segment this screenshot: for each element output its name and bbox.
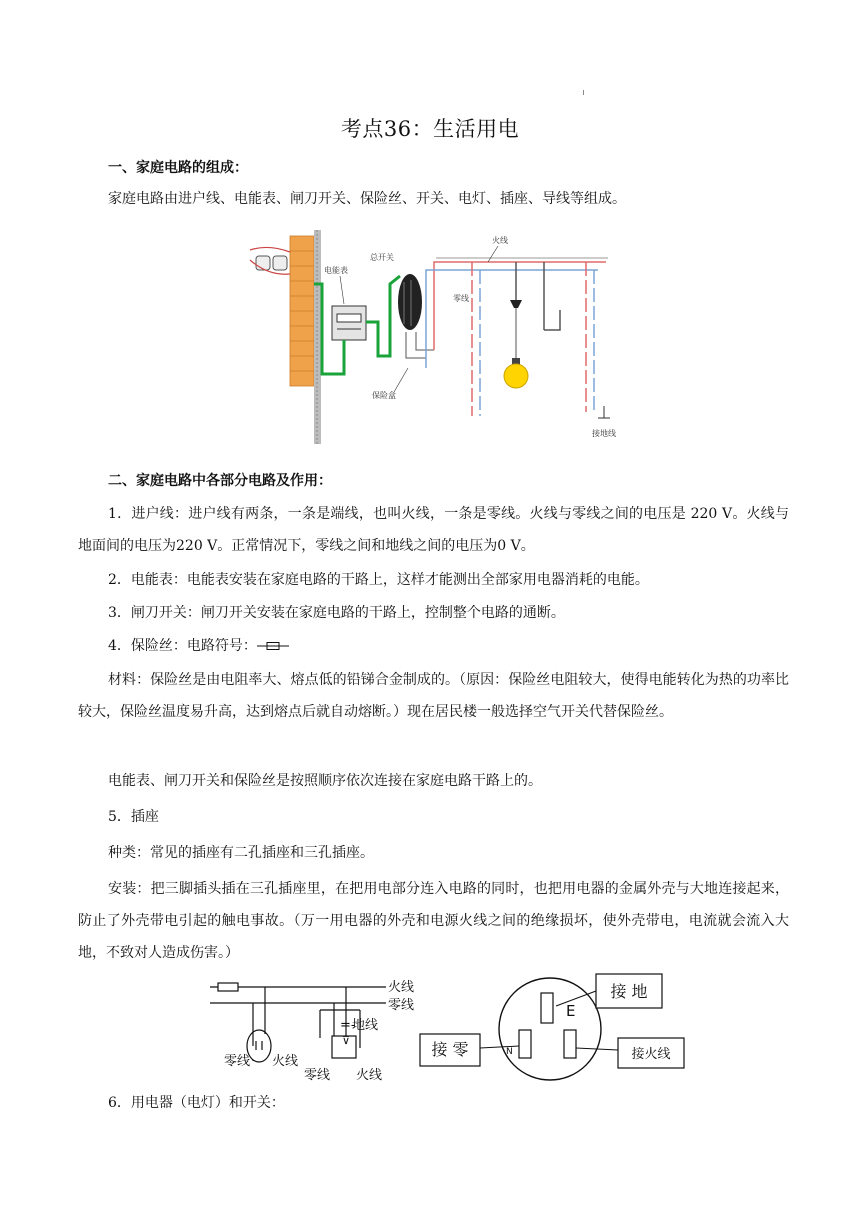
three-hole-socket-diagram (416, 968, 692, 1084)
label-ground-wire: 接地线 (592, 429, 616, 438)
paragraph-fuse (108, 630, 289, 662)
paragraph-order: 电能表、闸刀开关和保险丝是按照顺序依次连接在家庭电路干路上的。 (108, 773, 542, 789)
page-mark (583, 90, 584, 95)
socket-plug-mark: ⊽ (342, 1034, 351, 1047)
composition-intro: 家庭电路由进户线、电能表、闸刀开关、保险丝、开关、电灯、插座、导线等组成。 (108, 191, 626, 207)
label-meter: 电能表 (324, 266, 348, 275)
section-heading-parts: 二、家庭电路中各部分电路及作用： (108, 473, 332, 489)
label-main-switch: 总开关 (370, 253, 394, 262)
ground-icon (598, 406, 610, 418)
paragraph-service-wire: 1．进户线：进户线有两条，一条是端线，也叫火线，一条是零线。火线与零线之间的电压是 220 V。火线与地面间的电压为220 V。正常情况下，零线之间和地线之间的电压为0 V。 (78, 506, 789, 554)
section-heading-composition: 一、家庭电路的组成： (108, 160, 248, 176)
paragraph-socket: 5．插座 (108, 809, 159, 825)
label-fire-right: 火线 (356, 1068, 383, 1083)
label-fire-left: 火线 (272, 1054, 299, 1069)
fuse-symbol-icon (257, 639, 289, 653)
label-neutral-wire-top: 零线 (388, 998, 415, 1013)
zero-label: 接 零 (431, 1040, 469, 1059)
paragraph-fuse-material: 材料：保险丝是由电阻率大、熔点低的铅锑合金制成的。（原因：保险丝电阻较大，使得电能转化为热的功率比较大，保险丝温度易升高，达到熔点后就自动熔断。）现在居民楼一般选择空气开关代替保险丝。 (78, 672, 789, 720)
main-switch-icon (398, 274, 422, 330)
label-ground-wire-socket: 地线 (352, 1018, 379, 1033)
label-fire-wire-top: 火线 (388, 980, 415, 995)
label-zero-right: 零线 (304, 1068, 331, 1083)
household-circuit-figure (248, 226, 620, 448)
fuse-text: 4．保险丝：电路符号： (108, 638, 257, 654)
page-title: 考点36：生活用电 (340, 117, 520, 141)
fire-label: 接火线 (631, 1047, 671, 1062)
meter-icon (332, 306, 366, 340)
label-zero-left: 零线 (224, 1054, 251, 1069)
ground-dash: =- (340, 1018, 356, 1033)
paragraph-meter: 2．电能表：电能表安装在家庭电路的干路上，这样才能测出全部家用电器消耗的电能。 (108, 572, 649, 588)
brick-wall (290, 230, 321, 444)
paragraph-socket-types: 种类：常见的插座有二孔插座和三孔插座。 (108, 845, 374, 861)
paragraph-appliance-switch: 6．用电器（电灯）和开关： (108, 1095, 285, 1111)
label-neutral-wire: 零线 (453, 294, 469, 303)
lamp-icon (504, 300, 528, 388)
earth-letter-e: E (566, 1002, 576, 1020)
neutral-pin-mark: N (506, 1047, 513, 1057)
distribution-wires (426, 258, 608, 416)
paragraph-socket-install: 安装：把三脚插头插在三孔插座里，在把用电部分连入电路的同时，也把用电器的金属外壳与大地连接起来，防止了外壳带电引起的触电事故。（万一用电器的外壳和电源火线之间的绝缘损坏，使外壳带电，电流就会流入大地，不致对人造成伤害。） (78, 881, 789, 961)
insulators (250, 247, 290, 274)
label-fire-wire: 火线 (492, 236, 508, 245)
earth-label: 接 地 (610, 982, 648, 1001)
label-fuse-box: 保险盒 (372, 391, 396, 400)
socket-wiring-diagram (210, 968, 420, 1084)
paragraph-knife-switch: 3．闸刀开关：闸刀开关安装在家庭电路的干路上，控制整个电路的通断。 (108, 605, 565, 621)
